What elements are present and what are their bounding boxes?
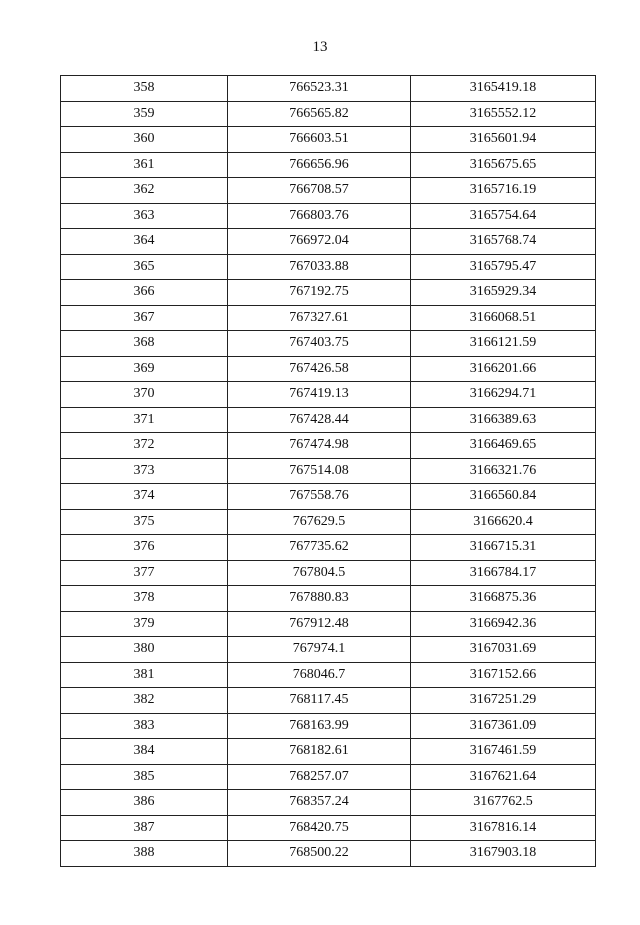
point-number-cell: 382 (61, 688, 228, 714)
table-row (61, 178, 596, 204)
point-number-cell: 369 (61, 356, 228, 382)
table-row (61, 331, 596, 357)
table-row (61, 841, 596, 867)
x-coordinate-cell: 766603.51 (228, 127, 411, 153)
point-number-cell: 381 (61, 662, 228, 688)
y-coordinate-cell: 3165601.94 (411, 127, 596, 153)
y-coordinate-cell: 3166121.59 (411, 331, 596, 357)
y-coordinate-cell: 3166294.71 (411, 382, 596, 408)
table-row (61, 229, 596, 255)
point-number-cell: 380 (61, 637, 228, 663)
point-number-cell: 366 (61, 280, 228, 306)
point-number-cell: 364 (61, 229, 228, 255)
x-coordinate-cell: 767912.48 (228, 611, 411, 637)
point-number-cell: 379 (61, 611, 228, 637)
point-number-cell: 358 (61, 76, 228, 102)
y-coordinate-cell: 3167461.59 (411, 739, 596, 765)
x-coordinate-cell: 768357.24 (228, 790, 411, 816)
table-row (61, 484, 596, 510)
point-number-cell: 360 (61, 127, 228, 153)
y-coordinate-cell: 3167361.09 (411, 713, 596, 739)
x-coordinate-cell: 767804.5 (228, 560, 411, 586)
table-row (61, 739, 596, 765)
x-coordinate-cell: 766565.82 (228, 101, 411, 127)
x-coordinate-cell: 767327.61 (228, 305, 411, 331)
x-coordinate-cell: 767558.76 (228, 484, 411, 510)
x-coordinate-cell: 767428.44 (228, 407, 411, 433)
x-coordinate-cell: 766972.04 (228, 229, 411, 255)
y-coordinate-cell: 3166715.31 (411, 535, 596, 561)
x-coordinate-cell: 768163.99 (228, 713, 411, 739)
x-coordinate-cell: 768420.75 (228, 815, 411, 841)
y-coordinate-cell: 3166784.17 (411, 560, 596, 586)
y-coordinate-cell: 3165675.65 (411, 152, 596, 178)
table-row (61, 586, 596, 612)
point-number-cell: 386 (61, 790, 228, 816)
table-row (61, 713, 596, 739)
y-coordinate-cell: 3165768.74 (411, 229, 596, 255)
point-number-cell: 371 (61, 407, 228, 433)
y-coordinate-cell: 3167762.5 (411, 790, 596, 816)
point-number-cell: 372 (61, 433, 228, 459)
point-number-cell: 375 (61, 509, 228, 535)
x-coordinate-cell: 767426.58 (228, 356, 411, 382)
x-coordinate-cell: 767880.83 (228, 586, 411, 612)
y-coordinate-cell: 3165929.34 (411, 280, 596, 306)
table-row (61, 509, 596, 535)
x-coordinate-cell: 767629.5 (228, 509, 411, 535)
table-row (61, 305, 596, 331)
table-row (61, 76, 596, 102)
page-number: 13 (312, 39, 328, 55)
coordinate-table (60, 75, 596, 867)
x-coordinate-cell: 768046.7 (228, 662, 411, 688)
y-coordinate-cell: 3167621.64 (411, 764, 596, 790)
point-number-cell: 376 (61, 535, 228, 561)
x-coordinate-cell: 766656.96 (228, 152, 411, 178)
point-number-cell: 365 (61, 254, 228, 280)
table-row (61, 560, 596, 586)
y-coordinate-cell: 3167251.29 (411, 688, 596, 714)
table-row (61, 458, 596, 484)
y-coordinate-cell: 3166469.65 (411, 433, 596, 459)
table-row (61, 688, 596, 714)
x-coordinate-cell: 766708.57 (228, 178, 411, 204)
x-coordinate-cell: 767192.75 (228, 280, 411, 306)
table-row (61, 662, 596, 688)
x-coordinate-cell: 768182.61 (228, 739, 411, 765)
x-coordinate-cell: 767403.75 (228, 331, 411, 357)
point-number-cell: 378 (61, 586, 228, 612)
point-number-cell: 368 (61, 331, 228, 357)
table-row (61, 254, 596, 280)
x-coordinate-cell: 768257.07 (228, 764, 411, 790)
y-coordinate-cell: 3166560.84 (411, 484, 596, 510)
y-coordinate-cell: 3165716.19 (411, 178, 596, 204)
table-row (61, 611, 596, 637)
point-number-cell: 377 (61, 560, 228, 586)
point-number-cell: 373 (61, 458, 228, 484)
point-number-cell: 359 (61, 101, 228, 127)
y-coordinate-cell: 3166620.4 (411, 509, 596, 535)
y-coordinate-cell: 3166321.76 (411, 458, 596, 484)
y-coordinate-cell: 3165419.18 (411, 76, 596, 102)
point-number-cell: 362 (61, 178, 228, 204)
y-coordinate-cell: 3167031.69 (411, 637, 596, 663)
table-row (61, 203, 596, 229)
point-number-cell: 361 (61, 152, 228, 178)
table-row (61, 152, 596, 178)
y-coordinate-cell: 3166875.36 (411, 586, 596, 612)
table-row (61, 535, 596, 561)
point-number-cell: 384 (61, 739, 228, 765)
y-coordinate-cell: 3165754.64 (411, 203, 596, 229)
y-coordinate-cell: 3167152.66 (411, 662, 596, 688)
table-row (61, 356, 596, 382)
table-row (61, 407, 596, 433)
point-number-cell: 385 (61, 764, 228, 790)
x-coordinate-cell: 768117.45 (228, 688, 411, 714)
table-row (61, 101, 596, 127)
table-row (61, 815, 596, 841)
x-coordinate-cell: 767514.08 (228, 458, 411, 484)
y-coordinate-cell: 3166201.66 (411, 356, 596, 382)
table-row (61, 280, 596, 306)
point-number-cell: 383 (61, 713, 228, 739)
x-coordinate-cell: 767974.1 (228, 637, 411, 663)
y-coordinate-cell: 3166068.51 (411, 305, 596, 331)
y-coordinate-cell: 3167816.14 (411, 815, 596, 841)
x-coordinate-cell: 766523.31 (228, 76, 411, 102)
table-row (61, 637, 596, 663)
coordinate-table-body (61, 76, 596, 867)
x-coordinate-cell: 766803.76 (228, 203, 411, 229)
x-coordinate-cell: 767735.62 (228, 535, 411, 561)
x-coordinate-cell: 767474.98 (228, 433, 411, 459)
table-row (61, 382, 596, 408)
y-coordinate-cell: 3167903.18 (411, 841, 596, 867)
x-coordinate-cell: 768500.22 (228, 841, 411, 867)
point-number-cell: 388 (61, 841, 228, 867)
point-number-cell: 374 (61, 484, 228, 510)
y-coordinate-cell: 3165795.47 (411, 254, 596, 280)
point-number-cell: 367 (61, 305, 228, 331)
y-coordinate-cell: 3165552.12 (411, 101, 596, 127)
point-number-cell: 370 (61, 382, 228, 408)
x-coordinate-cell: 767033.88 (228, 254, 411, 280)
point-number-cell: 387 (61, 815, 228, 841)
table-row (61, 127, 596, 153)
table-row (61, 764, 596, 790)
y-coordinate-cell: 3166389.63 (411, 407, 596, 433)
table-row (61, 790, 596, 816)
y-coordinate-cell: 3166942.36 (411, 611, 596, 637)
table-row (61, 433, 596, 459)
point-number-cell: 363 (61, 203, 228, 229)
x-coordinate-cell: 767419.13 (228, 382, 411, 408)
